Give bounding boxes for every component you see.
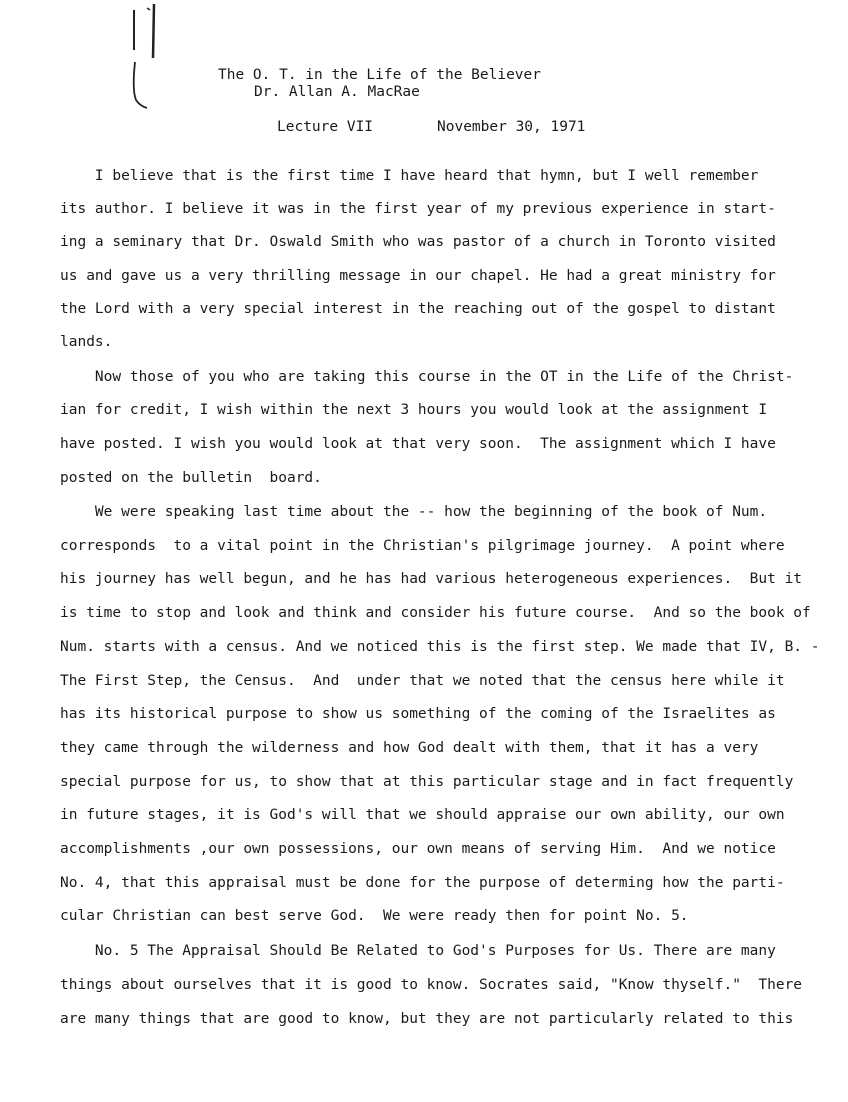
lecture-number: Lecture VII bbox=[277, 119, 374, 135]
text-line: posted on the bulletin board. bbox=[60, 470, 322, 486]
text-line: Num. starts with a census. And we noticed this is the first step. We made that IV, B. - bbox=[60, 639, 820, 655]
text-line: No. 4, that this appraisal must be done for the purpose of determing how the parti- bbox=[60, 875, 785, 891]
text-line: is time to stop and look and think and consider his future course. And so the book of bbox=[60, 605, 811, 621]
text-line: has its historical purpose to show us something of the coming of the Israelites as bbox=[60, 706, 776, 722]
text-line: us and gave us a very thrilling message in our chapel. He had a great ministry for bbox=[60, 268, 776, 284]
text-line: things about ourselves that it is good to know. Socrates said, "Know thyself." There bbox=[60, 977, 803, 993]
text-line: his journey has well begun, and he has had various heterogeneous experiences. But it bbox=[60, 571, 803, 587]
text-line: cular Christian can best serve God. We were ready then for point No. 5. bbox=[60, 908, 689, 924]
lecture-date: November 30, 1971 bbox=[437, 119, 586, 135]
text-line: are many things that are good to know, but they are not particularly related to this bbox=[60, 1011, 794, 1027]
text-line: ian for credit, I wish within the next 3 hours you would look at the assignment I bbox=[60, 402, 768, 418]
text-line: Now those of you who are taking this course in the OT in the Life of the Christ- bbox=[60, 369, 794, 385]
lecture-series-title: The O. T. in the Life of the Believer bbox=[218, 67, 542, 83]
text-line: No. 5 The Appraisal Should Be Related to God's Purposes for Us. There are many bbox=[60, 943, 776, 959]
text-line: they came through the wilderness and how God dealt with them, that it has a very bbox=[60, 740, 759, 756]
text-line: corresponds to a vital point in the Christian's pilgrimage journey. A point where bbox=[60, 538, 785, 554]
author-name: Dr. Allan A. MacRae bbox=[254, 84, 420, 100]
text-line: its author. I believe it was in the first year of my previous experience in start- bbox=[60, 201, 776, 217]
text-line: I believe that is the first time I have heard that hymn, but I well remember bbox=[60, 168, 759, 184]
text-line: special purpose for us, to show that at this particular stage and in fact frequently bbox=[60, 774, 794, 790]
text-line: ing a seminary that Dr. Oswald Smith who was pastor of a church in Toronto visited bbox=[60, 234, 776, 250]
text-line: The First Step, the Census. And under that we noted that the census here while it bbox=[60, 673, 785, 689]
handwritten-pen-marks bbox=[120, 0, 180, 115]
text-line: We were speaking last time about the -- how the beginning of the book of Num. bbox=[60, 504, 768, 520]
text-line: lands. bbox=[60, 334, 113, 350]
text-line: have posted. I wish you would look at that very soon. The assignment which I have bbox=[60, 436, 776, 452]
text-line: accomplishments ,our own possessions, our own means of serving Him. And we notice bbox=[60, 841, 776, 857]
text-line: the Lord with a very special interest in the reaching out of the gospel to distant bbox=[60, 301, 776, 317]
text-line: in future stages, it is God's will that we should appraise our own ability, our own bbox=[60, 807, 785, 823]
